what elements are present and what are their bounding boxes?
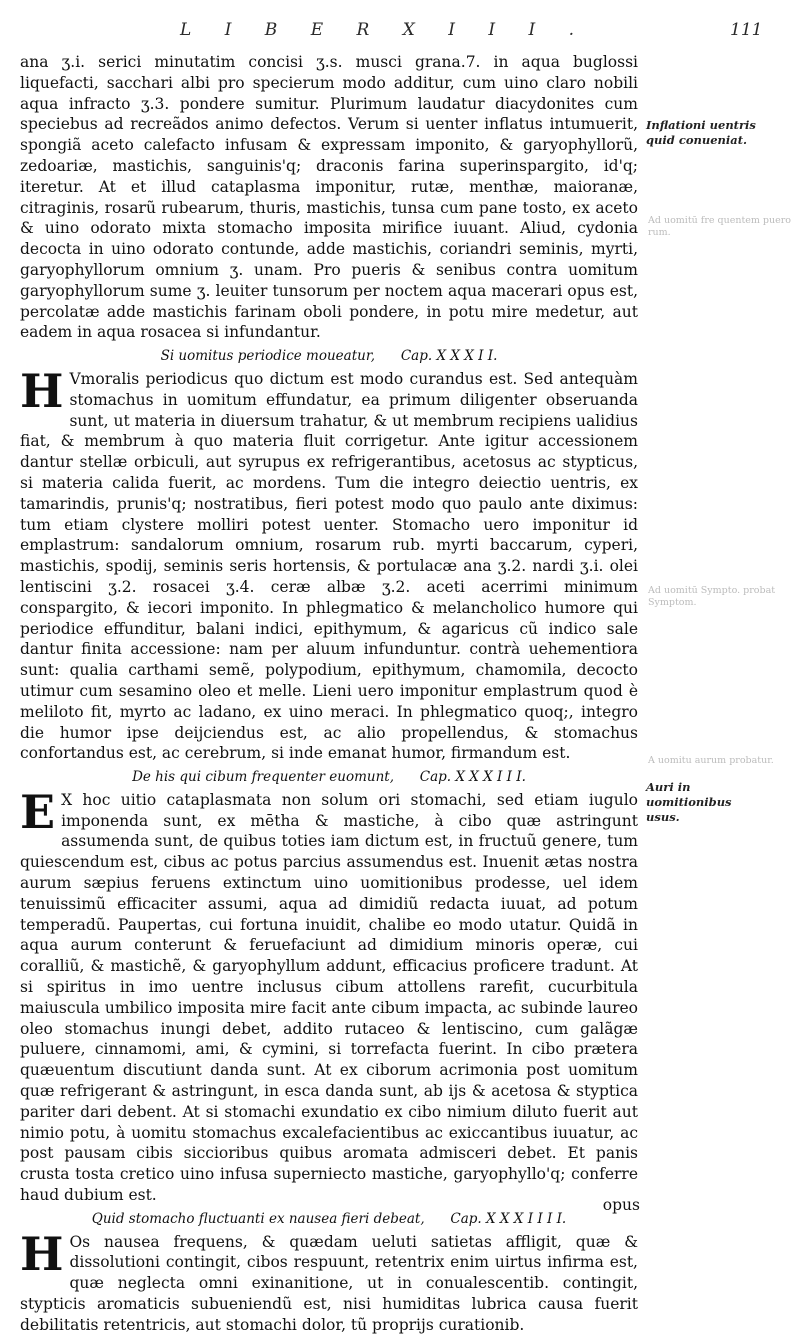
marginal-note-inflation: Inflationi uentris quid conueniat. [646, 118, 756, 147]
bleed-through-note: Ad uomitū fre quentem puero rum. [648, 215, 791, 238]
chapter-heading-32 [20, 346, 638, 367]
drop-cap-initial: E [20, 784, 56, 839]
chapter-number: Cap. X X X I I I. [419, 769, 526, 786]
paragraph-2 [20, 363, 638, 764]
chapter-number: Cap. X X X I I I I. [450, 1210, 567, 1227]
chapter-title: De his qui cibum frequenter euomunt, [132, 769, 394, 786]
bleed-through-note: Ad uomitū Sympto. probat Symptom. [648, 585, 776, 608]
paragraph-1: ana ʒ.i. serici minutatim concisi ʒ.s. musci grana.7. in aqua buglossi liquefacti, sacchari albi pro specierum modo additur, cum uino claro nobili aqua infracto ʒ.3. pondere sumitur. Plurimum laudatur diacydonites cum speciebus ad recreãdos animo defectos. Verum si uenter inflatus intumuerit, spongiã aceto calefacto infusam & expressam imponito, & garyophyllorũ, zedoariæ, mastichis, sanguinis'q; draconis farina superinspargito, id'q; iteretur. At et illud cataplasma imponitur, rutæ, menthæ, maioranæ, citraginis, rosarũ rubearum, thuris, mastichis, tunsa cum pane tosto, ex aceto & uino odorato mixta stomacho imposita mirifice iuuant. Aliud, cydonia decocta in uino odorato contunde, adde mastichis, coriandri seminis, myrti, garyophyllorum omnium ʒ. unam. Pro pueris & senibus contra uomitum garyophyllorum sume ʒ. leuiter tunsorum per noctem aqua macerari opus est, percolatæ adde mastichis farinam oboli pondere, in potu mire medetur, aut eadem in aqua rosacea si infundantur. [20, 53, 638, 342]
drop-cap-initial: H [20, 363, 64, 418]
drop-cap-initial: H [20, 1226, 64, 1281]
main-text-column [20, 52, 638, 1336]
folio-number: 111 [730, 20, 763, 40]
chapter-heading-34 [20, 1209, 638, 1230]
paragraph-text: X hoc uitio cataplasmata non solum ori stomachi, sed etiam iugulo imponenda sunt, ex mētha & mastiche, à cibo quæ astringunt assumenda sunt, de quibus toties iam dictum est, in fructuũ genere, tum quiescendum est, cibus ac potus parcius assumendus est. Inuenit ætas nostra aurum sæpius feruens extinctum uino uomitionibus prodesse, uel idem tenuissimũ efficaciter assumi, aqua ad dimidiũ redacta iuuat, ad potum temperadũ. Paupertas, cui fortuna inuidit, chalibe eo modo utatur. Quidã in aqua aurum conterunt & feruefaciunt ad dimidium minoris operæ, cui coralliũ, & mastichẽ, & garyophyllum addunt, efficacius proficere tradunt. At si spiritus in imo uentre inclusus cibum attollens rarefit, cucurbitula maiuscula umbilico imposita mire facit ante cibum impacta, ac subinde laureo oleo stomachus inungi debet, addito rutaceo & lentiscino, cum galãgæ puluere, cinnamomi, ami, & cymini, si torrefacta fuerint. In cibo prætera quæuentum discutiunt danda sunt. At ex ciborum acrimonia post uomitum quæ refrigerant & astringunt, in esca danda sunt, ab ijs & acetosa & styptica pariter dari debent. At si stomachi exundatio ex cibo nimium diluto fuerit aut nimio potu, à uomitu stomachus excalefacientibus ac exiccantibus iuuatur, ac post pausam cibis siccioribus quibus aromata admisceri debet. Et panis crusta tosta cretico uino infusa superniecto mastiche, garyophyllo'q; conferre haud dubium est. [20, 790, 638, 1205]
paragraph-text: Vmoralis periodicus quo dictum est modo curandus est. Sed antequàm stomachus in uomitum effundatur, ea primum diligenter obseruanda sunt, ut materia in diuersum trahatur, & ut membrum recipiens ualidius fiat, & membrum à quo materia fluit corrigetur. Ante igitur accessionem dantur stellæ orbiculi, aut syrupus ex refrigerantibus, acetosus ac stypticus, si materia calida fuerit, ac mordens. Tum die integro deiectio uentris, ex tamarindis, prunis'q; nostratibus, fieri potest modo quo paulo ante diximus: tum etiam clystere molliri potest uenter. Stomacho uero imponitur id emplastrum: sandalorum omnium, rosarum rub. myrti baccarum, cyperi, mastichis, spodij, seminis seris hortensis, & portulacæ ana ʒ.2. nardi ʒ.i. olei lentiscini ʒ.2. rosacei ʒ.4. ceræ albæ ʒ.2. aceti acerrimi minimum conspargito, & iecori imponito. In phlegmatico & melancholico humore qui periodice effunditur, balani indici, epithymum, & agaricus cũ indico sale dantur finita accessione: nam per aluum infunduntur. contrà uehementiora sunt: qualia carthami semẽ, polypodium, epithymum, chamomila, decocto utimur cum sesamino oleo et melle. Lieni uero imponitur emplastrum quod è meliloto fit, myrto ac ladano, ex uino meraci. In phlegmatico quoq;, integro die humor ipse deijciendus est, ac alio propellendus, & stomachus confortandus est, ac cerebrum, si inde emanat humor, firmandum est. [20, 369, 638, 763]
running-head: L I B E R X I I I . [180, 20, 588, 40]
chapter-title: Quid stomacho fluctuanti ex nausea fieri debeat, [91, 1210, 425, 1227]
chapter-number: Cap. X X X I I. [400, 348, 498, 365]
bleed-through-note: A uomitu aurum probatur. [648, 755, 774, 766]
paragraph-4 [20, 1226, 638, 1336]
marginal-note-gold: Auri in uomitionibus usus. [646, 780, 732, 824]
catchword: opus [602, 1196, 640, 1214]
chapter-heading-33 [20, 767, 638, 788]
paragraph-text: Os nausea frequens, & quædam ueluti satietas affligit, quæ & dissolutioni contingit, cibos respuunt, retentrix enim uirtus infirma est, quæ neglecta omni exinanitione, ut in conualescentib. contingit, stypticis aromaticis subueniendũ est, nisi humiditas lubrica causa fuerit debilitatis retentricis, aut stomachi dolor, tũ proprijs curationib. [20, 1232, 638, 1334]
chapter-title: Si uomitus periodice moueatur, [160, 348, 376, 365]
paragraph-3 [20, 784, 638, 1206]
